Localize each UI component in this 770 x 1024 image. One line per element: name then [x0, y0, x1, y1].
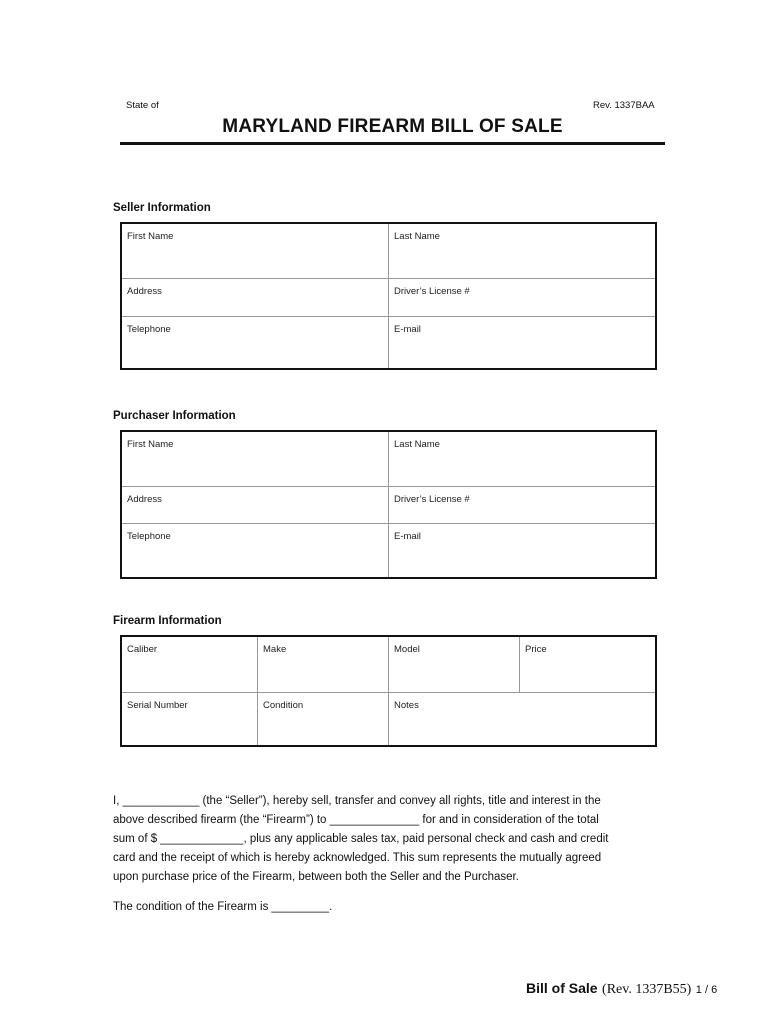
paragraph-line: above described firearm (the “Firearm”) to ______________ for and in consideration of the total: [113, 814, 599, 826]
purchaser-email-field[interactable]: [389, 523, 657, 578]
title-divider: [120, 142, 665, 145]
caliber-field[interactable]: [121, 636, 258, 692]
footer-revision: (Rev. 1337B55): [602, 982, 692, 997]
notes-label: Notes: [394, 699, 419, 711]
seller-email-field[interactable]: [389, 316, 657, 369]
paragraph-line: I, ____________ (the “Seller”), hereby sell, transfer and convey all rights, title and interest in the: [113, 795, 601, 807]
revision-number: Rev. 1337BAA: [593, 100, 655, 111]
page-footer: [526, 980, 717, 998]
seller-license-label: Driver’s License #: [394, 285, 470, 297]
notes-field[interactable]: [389, 692, 657, 746]
purchaser-telephone-field[interactable]: [121, 523, 389, 578]
condition-label: Condition: [263, 699, 304, 711]
paragraph-line: sum of $ _____________, plus any applicable sales tax, paid personal check and cash and credit: [113, 833, 609, 845]
firearm-info-table: [120, 635, 657, 747]
seller-telephone-field[interactable]: [121, 316, 389, 369]
model-label: Model: [394, 644, 420, 655]
make-label: Make: [263, 644, 287, 655]
seller-info-table: [120, 222, 657, 370]
purchaser-first-name-field[interactable]: [121, 431, 389, 486]
condition-statement: The condition of the Firearm is _________.: [113, 901, 333, 913]
purchaser-address-field[interactable]: [121, 486, 389, 523]
serial-number-label: Serial Number: [127, 699, 188, 711]
document-title: MARYLAND FIREARM BILL OF SALE: [222, 116, 563, 137]
purchaser-license-label: Driver’s License #: [394, 493, 470, 505]
sale-statement-paragraph: [113, 792, 673, 887]
price-field[interactable]: [520, 636, 657, 692]
serial-number-field[interactable]: [121, 692, 258, 746]
seller-last-name-field[interactable]: [389, 223, 657, 278]
seller-last-name-label: Last Name: [394, 231, 440, 242]
caliber-label: Caliber: [127, 644, 158, 655]
firearm-section-heading: Firearm Information: [113, 615, 222, 627]
purchaser-section-heading: Purchaser Information: [113, 410, 236, 422]
state-label: State of: [126, 100, 159, 111]
price-label: Price: [525, 644, 547, 655]
page-number: 1 / 6: [695, 984, 718, 996]
footer-doc-name: Bill of Sale: [526, 980, 598, 996]
seller-license-field[interactable]: [389, 278, 657, 316]
condition-field[interactable]: [258, 692, 389, 746]
purchaser-last-name-label: Last Name: [394, 439, 440, 450]
seller-email-label: E-mail: [394, 323, 421, 335]
seller-first-name-label: First Name: [127, 231, 174, 242]
seller-first-name-field[interactable]: [121, 223, 389, 278]
purchaser-telephone-label: Telephone: [127, 530, 171, 542]
purchaser-info-table: [120, 430, 657, 579]
seller-address-field[interactable]: [121, 278, 389, 316]
purchaser-first-name-label: First Name: [127, 439, 174, 450]
paragraph-line: card and the receipt of which is hereby acknowledged. This sum represents the mutually agreed: [113, 852, 602, 864]
model-field[interactable]: [389, 636, 520, 692]
paragraph-line: upon purchase price of the Firearm, between both the Seller and the Purchaser.: [113, 871, 519, 883]
seller-address-label: Address: [127, 285, 162, 297]
purchaser-address-label: Address: [127, 493, 162, 505]
make-field[interactable]: [258, 636, 389, 692]
seller-section-heading: Seller Information: [113, 202, 211, 214]
seller-telephone-label: Telephone: [127, 323, 171, 335]
purchaser-email-label: E-mail: [394, 530, 421, 542]
purchaser-license-field[interactable]: [389, 486, 657, 523]
purchaser-last-name-field[interactable]: [389, 431, 657, 486]
